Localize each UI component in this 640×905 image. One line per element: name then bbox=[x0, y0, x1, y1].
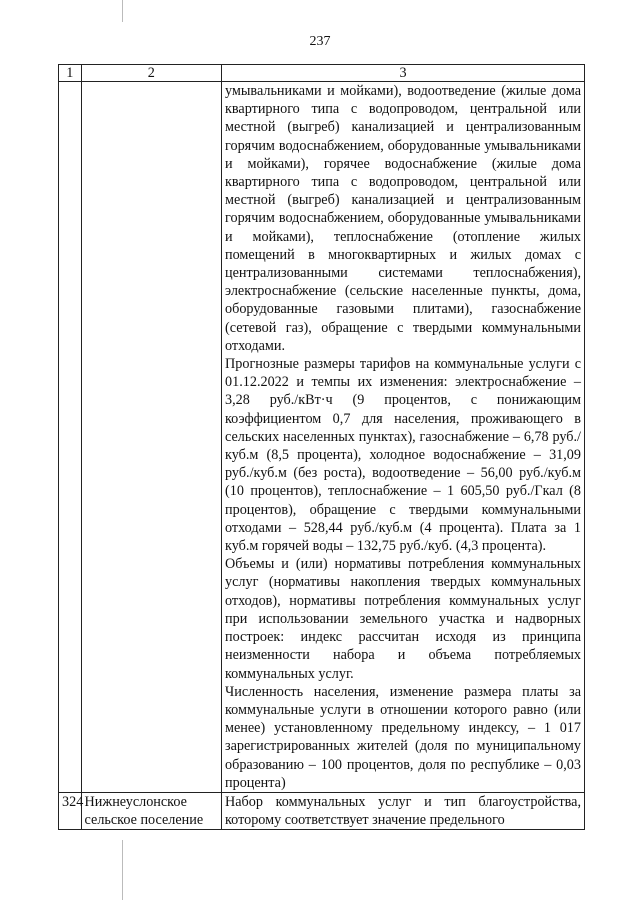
row-number-cell: 324 bbox=[59, 792, 82, 829]
table-header-row bbox=[59, 65, 585, 82]
table-row-continued bbox=[59, 82, 585, 793]
page-number: 237 bbox=[309, 34, 331, 49]
scan-artifact-line bbox=[122, 0, 123, 22]
column-header-description: 3 bbox=[222, 65, 585, 82]
tariff-table bbox=[58, 64, 585, 830]
scan-artifact-line bbox=[122, 840, 123, 900]
municipality-name-cell bbox=[81, 82, 221, 793]
column-header-number: 1 bbox=[59, 65, 82, 82]
population-paragraph: Численность населения, изменение размера платы за коммунальные услуги в отношении которого равно (или менее) установленному предельному индексу, – 1 017 зарегистрированных жителей (доля по муниципальному образованию – 100 процентов, доля по республике – 0,03 процента) bbox=[225, 683, 581, 791]
column-header-name: 2 bbox=[81, 65, 221, 82]
description-cell bbox=[222, 82, 585, 793]
row-number-cell bbox=[59, 82, 82, 793]
tariffs-paragraph: Прогнозные размеры тарифов на коммунальные услуги с 01.12.2022 и темпы их изменения: электроснабжение – 3,28 руб./кВт·ч (9 процентов, с понижающим коэффициентом 0,7 для населения, проживающего в сельских населенных пунктах), газоснабжение – 6,78 руб./куб.м (8,5 процента), холодное водоснабжение – 31,09 руб./куб.м (без роста), водоотведение – 56,00 руб./куб.м (10 процентов), теплоснабжение – 1 605,50 руб./Гкал (8 процентов), обращение с твердыми коммунальными отходами – 528,44 руб./куб.м (4 процента). Плата за 1 куб.м горячей воды – 132,75 руб./куб. (4,3 процента). bbox=[225, 356, 581, 555]
municipality-name-cell: Нижнеуслонское сельское поселение bbox=[81, 792, 221, 829]
consumption-paragraph: Объемы и (или) нормативы потребления коммунальных услуг (нормативы накопления твердых коммунальных отходов), нормативы потребления коммунальных услуг при использовании земельного участка и надворных построек: индекс рассчитан исходя из принципа неизменности набора и объема потребляемых коммунальных услуг. bbox=[225, 556, 581, 682]
description-cell: Набор коммунальных услуг и тип благоустройства, которому соответствует значение предельного bbox=[222, 792, 585, 829]
services-paragraph: умывальниками и мойками), водоотведение (жилые дома квартирного типа с водопроводом, центральной или местной (выгреб) канализацией и централизованным горячим водоснабжением, оборудованные умывальниками и мойками), горячее водоснабжение (жилые дома квартирного типа с водопроводом, центральной или местной (выгреб) канализацией и централизованным горячим водоснабжением, оборудованные умывальниками и мойками), теплоснабжение (отопление жилых помещений в многоквартирных и жилых домах с централизованными системами теплоснабжения), электроснабжение (сельские населенные пункты, дома, оборудованные газовыми плитами), газоснабжение (сетевой газ), обращение с твердыми коммунальными отходами. bbox=[225, 83, 581, 354]
table-row bbox=[59, 792, 585, 829]
